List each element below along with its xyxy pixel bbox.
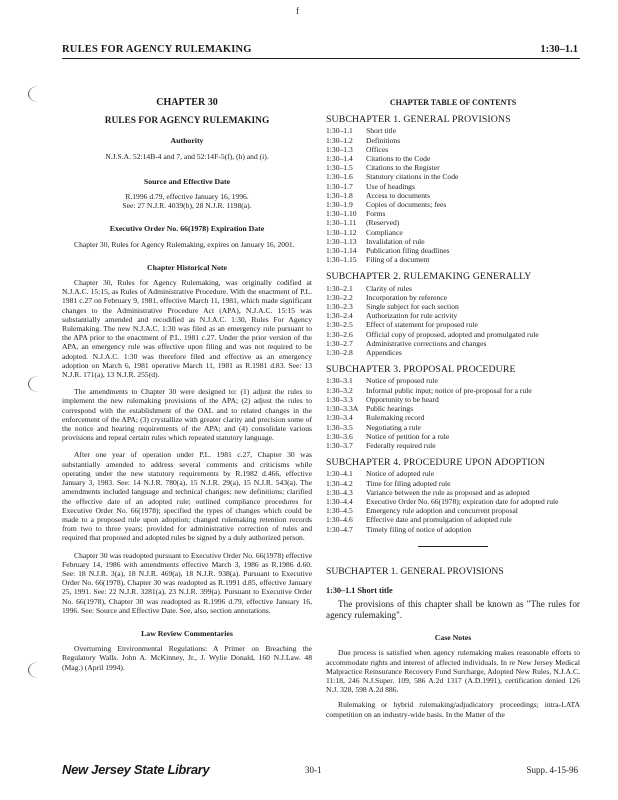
toc-entry-title: Rulemaking record <box>366 413 425 423</box>
toc-entry <box>326 386 580 395</box>
toc-entry-number: 1:30–2.2 <box>326 292 353 302</box>
subchapter-1-heading: SUBCHAPTER 1. GENERAL PROVISIONS <box>326 565 504 577</box>
toc-entry <box>326 228 580 237</box>
toc-entry-number: 1:30–1.13 <box>326 236 357 246</box>
toc-entry <box>326 525 580 534</box>
chapter-number: CHAPTER 30 <box>156 97 218 108</box>
toc-entry-number: 1:30–3.4 <box>326 413 353 423</box>
library-stamp: New Jersey State Library <box>62 762 210 777</box>
historical-note-p3: After one year of operation under P.L. 1981 c.27, Chapter 30 was substantially amended to address several comments and criticisms while operating under the new statutory requirements by R.1982 d.466, effective January 3, 1983. See: 14 N.J.R. 780(a), 15 N.J.R. 29(a), 15 N.J.R. 543(a). The amendments included language and technical changes; new definitions; clarified the effective date of an adopted rule; outlined compliance procedures for Executive Order No. 66(1978); specified the types of changes which could be made to a proposed rule upon adoption; changed rulemaking retention records from two to three years; provided for administrative correction of rules and required that proposed and adopted rules be signed by a duly authorized person. <box>62 450 312 543</box>
toc-entry <box>326 126 580 135</box>
toc-entry-title: Short title <box>366 126 397 136</box>
toc-entry <box>326 441 580 450</box>
toc-entry-title: Effect of statement for proposed rule <box>366 320 478 330</box>
toc-entry <box>326 200 580 209</box>
binder-hole-mark <box>28 662 49 678</box>
toc-entry-number: 1:30–4.1 <box>326 469 353 479</box>
toc-entry-number: 1:30–3.2 <box>326 385 353 395</box>
authority-text: N.J.S.A. 52:14B-4 and 7, and 52:14F-5(f), (h) and (i). <box>105 151 269 161</box>
toc-entry <box>326 293 580 302</box>
toc-entry-number: 1:30–1.7 <box>326 181 353 191</box>
toc-entry <box>326 413 580 422</box>
toc-entry-title: Use of headings <box>366 181 415 191</box>
toc-entry-title: Invalidation of rule <box>366 236 425 246</box>
toc-entry-title: Forms <box>366 209 386 219</box>
toc-subchapter-title: SUBCHAPTER 4. PROCEDURE UPON ADOPTION <box>326 457 545 469</box>
toc-entry <box>326 404 580 413</box>
toc-entry-title: Public hearings <box>366 404 414 414</box>
toc-subchapter-title: SUBCHAPTER 3. PROPOSAL PROCEDURE <box>326 364 516 376</box>
chapter-title: RULES FOR AGENCY RULEMAKING <box>104 116 270 127</box>
toc-entry-number: 1:30–1.14 <box>326 246 357 256</box>
case-note-1: Due process is satisfied when agency rulemaking makes reasonable efforts to accommodate rights and interest of affected individuals. In re New Jersey Medical Malpractice Reinsurance Recovery Fund Surcharge, Adopted New Rules, N.J.A.C. 11:18, 246 N.J.Super. 109, 586 A.2d 1317 (A.D.1991), certification denied 126 N.J. 328, 598 A.2d 886. <box>326 648 580 695</box>
toc-entry-title: Incorporation by reference <box>366 292 447 302</box>
toc-entry-number: 1:30–2.6 <box>326 329 353 339</box>
toc-entry <box>326 182 580 191</box>
toc-entry <box>326 348 580 357</box>
historical-note-p1: Chapter 30, Rules for Agency Rulemaking, was originally codified at N.J.A.C. 15:15, as Rules of Administrative Procedure. With the enactment of P.L. 1981 c.27 on February 9, 1981, effective March 11, 1981, which made significant changes to the Administrative Procedure Act (APA), N.J.A.C. 15:15 was substantially amended and recodified as N.J.A.C. 1:30, Rules For Agency Rulemaking. The new N.J.A.C. 1:30 was filed as an emergency rule pursuant to the APA prior to the enactment of P.L. 1981 c.27. Under the prior version of the APA, an emergency rule was effective upon filing and was not required to be adopted. N.J.A.C. 1:30 was therefore filed and effective as an emergency adoption on March 6, 1981 operative March 11, 1981 as R.1981 d.83. See: 13 N.J.R. 171(a), 13 N.J.R. 255(d). <box>62 278 312 380</box>
section-title: 1:30–1.1 Short title <box>326 585 393 595</box>
toc-entry-number: 1:30–4.2 <box>326 478 353 488</box>
toc-entry-number: 1:30–3.3A <box>326 404 359 414</box>
toc-entry-number: 1:30–1.10 <box>326 209 357 219</box>
toc-entry-title: Official copy of proposed, adopted and promulgated rule <box>366 329 539 339</box>
toc-entry <box>326 423 580 432</box>
toc-entry-title: Definitions <box>366 135 401 145</box>
toc-entry <box>326 302 580 311</box>
toc-entry-title: Access to documents <box>366 190 431 200</box>
toc-title: CHAPTER TABLE OF CONTENTS <box>389 98 517 107</box>
toc-entry <box>326 515 580 524</box>
toc-entry-title: Publication filing deadlines <box>366 246 450 256</box>
toc-entry-number: 1:30–4.3 <box>326 487 353 497</box>
toc-entry <box>326 311 580 320</box>
source-text: R.1996 d.79, effective January 16, 1996. See: 27 N.J.R. 4039(b), 28 N.J.R. 1198(a). <box>122 192 252 211</box>
toc-entry <box>326 237 580 246</box>
toc-entry-number: 1:30–1.4 <box>326 154 353 164</box>
toc-entry-number: 1:30–1.11 <box>326 218 357 228</box>
toc-entry <box>326 488 580 497</box>
toc-entry-title: Citations to the Code <box>366 154 431 164</box>
right-column <box>326 94 580 719</box>
toc-entry <box>326 284 580 293</box>
page-number: 30-1 <box>305 765 322 775</box>
toc-entry <box>326 469 580 478</box>
toc-entry-number: 1:30–3.5 <box>326 422 353 432</box>
source-heading: Source and Effective Date <box>143 176 231 186</box>
toc-divider <box>418 546 488 547</box>
toc-entry <box>326 339 580 348</box>
toc-entry-title: Copies of documents; fees <box>366 200 447 210</box>
toc-entry-title: Authorization for rule activity <box>366 311 458 321</box>
toc-entry-title: Informal public input; notice of pre-proposal for a rule <box>366 385 532 395</box>
historical-note-heading: Chapter Historical Note <box>147 262 227 272</box>
toc-entry-number: 1:30–4.4 <box>326 496 353 506</box>
toc-entry-title: Notice of petition for a rule <box>366 431 450 441</box>
section-text: The provisions of this chapter shall be known as "The rules for agency rulemaking". <box>326 599 580 621</box>
toc-entry <box>326 376 580 385</box>
toc-entry <box>326 506 580 515</box>
toc-entry-number: 1:30–2.5 <box>326 320 353 330</box>
toc-entry-number: 1:30–1.2 <box>326 135 353 145</box>
toc-entry <box>326 218 580 227</box>
toc-entry-number: 1:30–2.7 <box>326 338 353 348</box>
running-header-section: 1:30–1.1 <box>540 44 578 55</box>
toc-entry-number: 1:30–1.6 <box>326 172 353 182</box>
toc-entry-number: 1:30–1.3 <box>326 144 353 154</box>
toc-entry-title: Filing of a document <box>366 255 430 265</box>
toc-entry-number: 1:30–2.8 <box>326 348 353 358</box>
toc-entry-number: 1:30–1.9 <box>326 200 353 210</box>
toc-entry-title: Offices <box>366 144 389 154</box>
toc-entry-number: 1:30–2.4 <box>326 311 353 321</box>
toc-entry-title: Notice of proposed rule <box>366 376 438 386</box>
historical-note-p4: Chapter 30 was readopted pursuant to Executive Order No. 66(1978) effective February 14, 1986 with amendments effective March 3, 1986 as R.1986 d.60. See: 18 N.J.R. 3(a), 18 N.J.R. 469(a), 18 N.J.R. 938(a). Pursuant to Executive Order No. 66(1978), Chapter 30 was readopted as R.1991 d.85, effective January 25, 1991. See: 22 N.J.R. 3281(a), 23 N.J.R. 399(a). Pursuant to Executive Order No. 66(1978), Chapter 30 was readopted as R.1996 d.79, effective January 16, 1996. See: Source and Effective Date. See, also, section annotations. <box>62 550 312 615</box>
toc-entry-title: Single subject for each section <box>366 302 459 312</box>
toc-entry <box>326 191 580 200</box>
toc-entry <box>326 145 580 154</box>
toc-entry <box>326 432 580 441</box>
header-rule <box>62 58 580 59</box>
law-review-text: Overturning Environmental Regulations: A Primer on Breaching the Regulatory Walls. John A. McKinney, Jr., J. Wylie Donald, 160 N.J.Law. 48 (Mag.) (April 1994). <box>62 644 312 672</box>
toc-subchapter-title: SUBCHAPTER 1. GENERAL PROVISIONS <box>326 114 511 126</box>
eo-heading: Executive Order No. 66(1978) Expiration Date <box>109 224 265 234</box>
toc-entry-title: Emergency rule adoption and concurrent proposal <box>366 506 518 516</box>
toc-entry-title: (Reserved) <box>366 218 400 228</box>
toc-entry-title: Negotiating a rule <box>366 422 421 432</box>
toc-entry-number: 1:30–1.8 <box>326 190 353 200</box>
case-notes-heading: Case Notes <box>434 633 472 643</box>
left-column <box>62 94 312 672</box>
toc-entry-title: Effective date and promulgation of adopted rule <box>366 515 512 525</box>
toc-entry <box>326 330 580 339</box>
toc-entry-title: Appendices <box>366 348 402 358</box>
toc-entry-number: 1:30–3.3 <box>326 394 353 404</box>
law-review-heading: Law Review Commentaries <box>141 628 233 638</box>
toc-entry-number: 1:30–4.6 <box>326 515 353 525</box>
toc-entry-number: 1:30–4.7 <box>326 524 353 534</box>
toc-subchapter-title: SUBCHAPTER 2. RULEMAKING GENERALLY <box>326 271 532 283</box>
toc-entry <box>326 246 580 255</box>
toc-entry-number: 1:30–2.1 <box>326 283 353 293</box>
table-of-contents <box>326 115 580 534</box>
toc-entry-title: Citations to the Register <box>366 163 440 173</box>
toc-entry-number: 1:30–1.12 <box>326 227 357 237</box>
toc-entry-title: Clarity of rules <box>366 283 412 293</box>
toc-entry-number: 1:30–3.1 <box>326 376 353 386</box>
toc-entry-title: Federally required rule <box>366 440 436 450</box>
toc-entry <box>326 163 580 172</box>
toc-entry <box>326 497 580 506</box>
toc-entry-number: 1:30–1.5 <box>326 163 353 173</box>
eo-text: Chapter 30, Rules for Agency Rulemaking, expires on January 16, 2001. <box>74 239 295 249</box>
toc-entry <box>326 209 580 218</box>
toc-entry <box>326 255 580 264</box>
toc-entry-title: Opportunity to be heard <box>366 394 439 404</box>
toc-entry-number: 1:30–4.5 <box>326 506 353 516</box>
historical-note-p2: The amendments to Chapter 30 were designed to: (1) adjust the rules to implement the new rulemaking provisions of the APA; (2) adjust the rules to correspond with the establishment of the OAL and to related changes in the enforcement of the APA; (3) crystallize with greater clarity and precision some of the notice and hearing requirements of the APA; and (4) consolidate various provisions and repeal certain rules which repeated statutory language. <box>62 387 312 443</box>
binder-hole-mark <box>28 376 49 392</box>
toc-entry <box>326 395 580 404</box>
binder-hole-mark <box>28 86 49 102</box>
toc-entry-title: Notice of adopted rule <box>366 469 435 479</box>
toc-entry <box>326 172 580 181</box>
toc-entry-title: Administrative corrections and changes <box>366 338 487 348</box>
toc-entry-title: Statutory citations in the Code <box>366 172 459 182</box>
running-header-title: RULES FOR AGENCY RULEMAKING <box>62 44 252 55</box>
toc-entry-number: 1:30–3.7 <box>326 440 353 450</box>
toc-entry-title: Timely filing of notice of adoption <box>366 524 472 534</box>
authority-heading: Authority <box>170 136 204 146</box>
toc-entry-number: 1:30–2.3 <box>326 302 353 312</box>
toc-entry-number: 1:30–1.15 <box>326 255 357 265</box>
supplement-date: Supp. 4-15-96 <box>526 765 578 775</box>
case-note-2: Rulemaking or hybrid rulemaking/adjudicatory proceedings; intra-LATA competition on an industry-wide basis. In the Matter of the <box>326 700 580 719</box>
toc-entry <box>326 154 580 163</box>
toc-entry-title: Compliance <box>366 227 403 237</box>
toc-entry-title: Variance between the rule as proposed and as adopted <box>366 487 530 497</box>
toc-entry-title: Executive Order No. 66(1978); expiration date for adopted rule <box>366 496 559 506</box>
toc-entry <box>326 479 580 488</box>
toc-entry <box>326 320 580 329</box>
top-mark: f <box>296 6 299 16</box>
toc-entry <box>326 136 580 145</box>
toc-entry-title: Time for filing adopted rule <box>366 478 451 488</box>
toc-entry-number: 1:30–1.1 <box>326 126 353 136</box>
toc-entry-number: 1:30–3.6 <box>326 431 353 441</box>
